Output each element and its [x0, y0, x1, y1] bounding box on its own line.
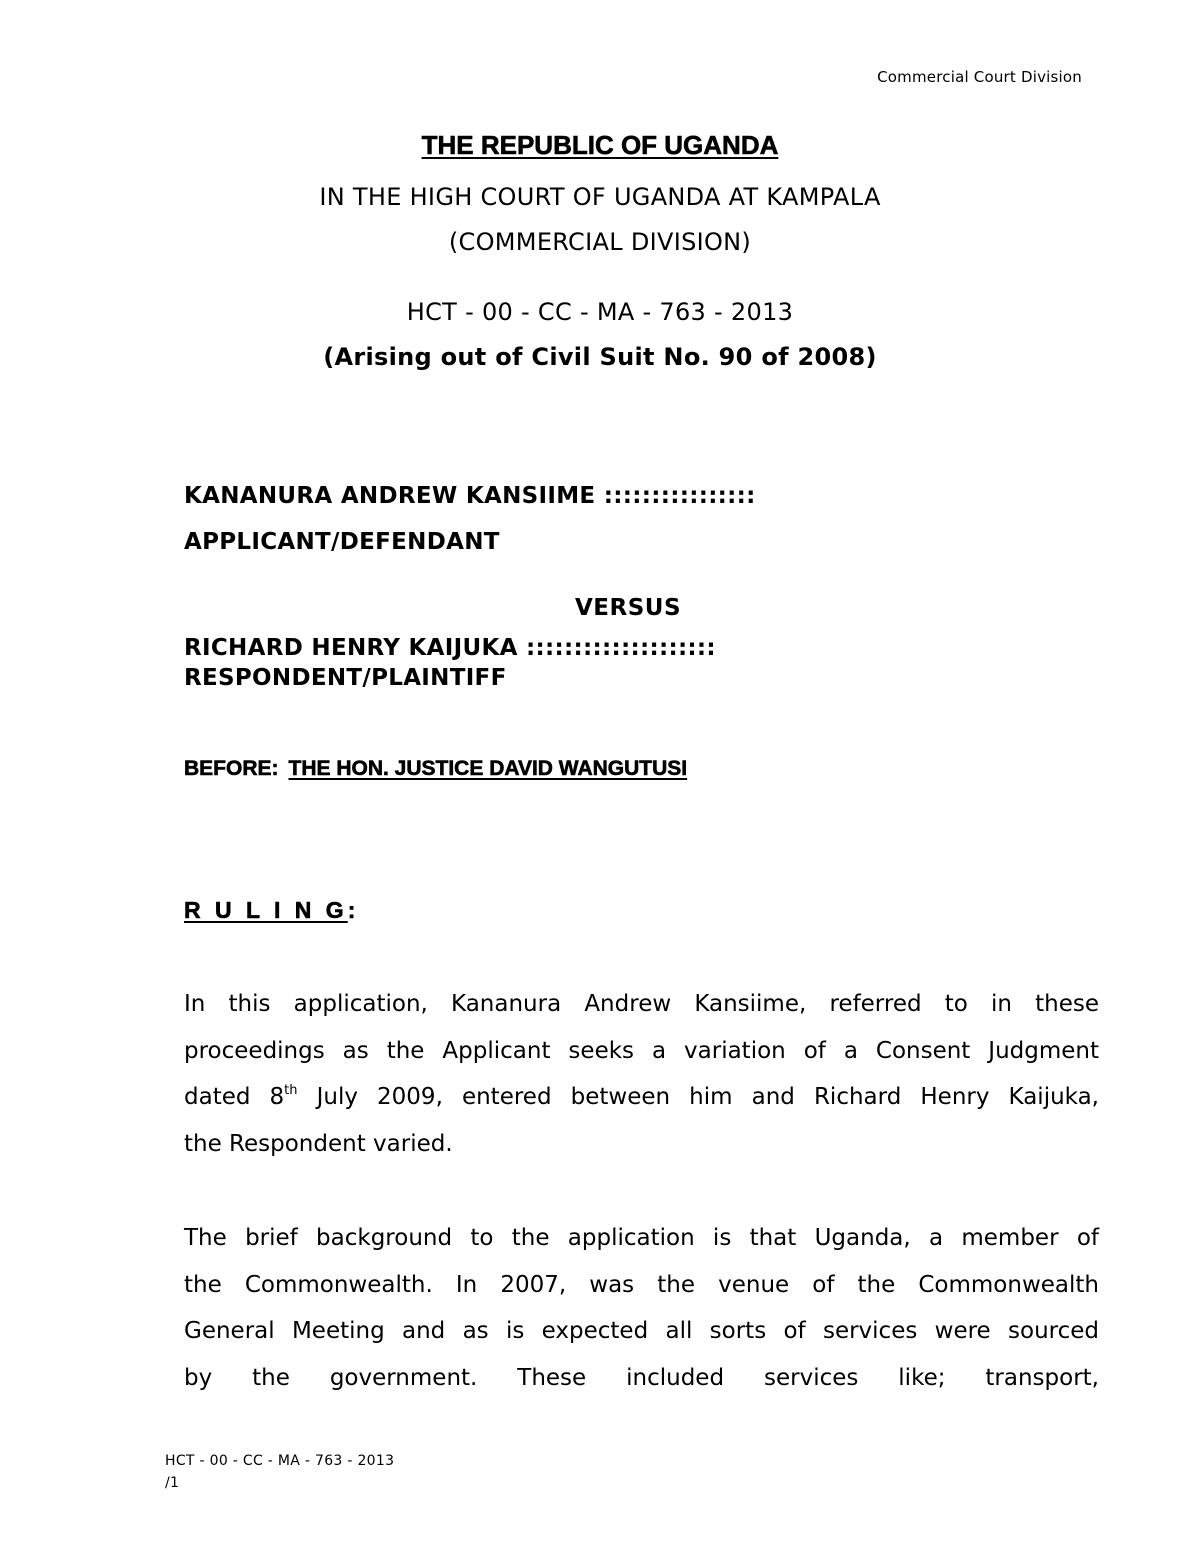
- paragraph-1-line-4: the Respondent varied.: [184, 1130, 453, 1157]
- paragraph-2: [184, 1215, 1099, 1401]
- date-remainder: July 2009, entered between him and Richard Henry Kaijuka,: [297, 1084, 1099, 1110]
- arising-out-of: (Arising out of Civil Suit No. 90 of 2008): [323, 343, 877, 371]
- division-title: (COMMERCIAL DIVISION): [448, 228, 752, 256]
- paragraph-1: [184, 981, 1099, 1167]
- court-title: IN THE HIGH COURT OF UGANDA AT KAMPALA: [319, 183, 881, 211]
- paragraph-2-line-1: The brief background to the application is that Uganda, a member of: [184, 1225, 1099, 1251]
- case-number: HCT - 00 - CC - MA - 763 - 2013: [406, 298, 794, 326]
- paragraph-2-line-3: General Meeting and as is expected all sorts of services were sourced: [184, 1318, 1099, 1344]
- running-header: Commercial Court Division: [877, 68, 1082, 86]
- paragraph-1-line-1: In this application, Kananura Andrew Kansiime, referred to in these: [184, 991, 1099, 1017]
- footer-page-number: /1: [165, 1475, 180, 1491]
- before-line: [184, 757, 687, 781]
- applicant-role: APPLICANT/DEFENDANT: [184, 529, 500, 555]
- respondent-name: RICHARD HENRY KAIJUKA ::::::::::::::::::::: [184, 635, 716, 661]
- before-label: BEFORE:: [184, 757, 279, 780]
- paragraph-2-line-2: the Commonwealth. In 2007, was the venue of the Commonwealth: [184, 1271, 1099, 1298]
- republic-title: THE REPUBLIC OF UGANDA: [421, 130, 779, 160]
- versus-label: VERSUS: [575, 595, 682, 621]
- paragraph-1-line-2: proceedings as the Applicant seeks a variation of a Consent Judgment: [184, 1037, 1099, 1064]
- respondent-role: RESPONDENT/PLAINTIFF: [184, 665, 507, 691]
- applicant-name: KANANURA ANDREW KANSIIME ::::::::::::::::: [184, 483, 756, 509]
- footer-case-ref: HCT - 00 - CC - MA - 763 - 2013: [165, 1453, 395, 1469]
- paragraph-2-line-4: by the government. These included services like; transport,: [184, 1364, 1099, 1391]
- ruling-colon: :: [347, 897, 360, 923]
- ruling-word: R U L I N G: [184, 897, 348, 923]
- ruling-heading: [184, 897, 359, 924]
- ordinal-suffix: th: [284, 1083, 298, 1098]
- paragraph-1-line-3: [184, 1074, 1099, 1121]
- judge-name: THE HON. JUSTICE DAVID WANGUTUSI: [288, 757, 688, 780]
- date-prefix: dated 8: [184, 1084, 285, 1110]
